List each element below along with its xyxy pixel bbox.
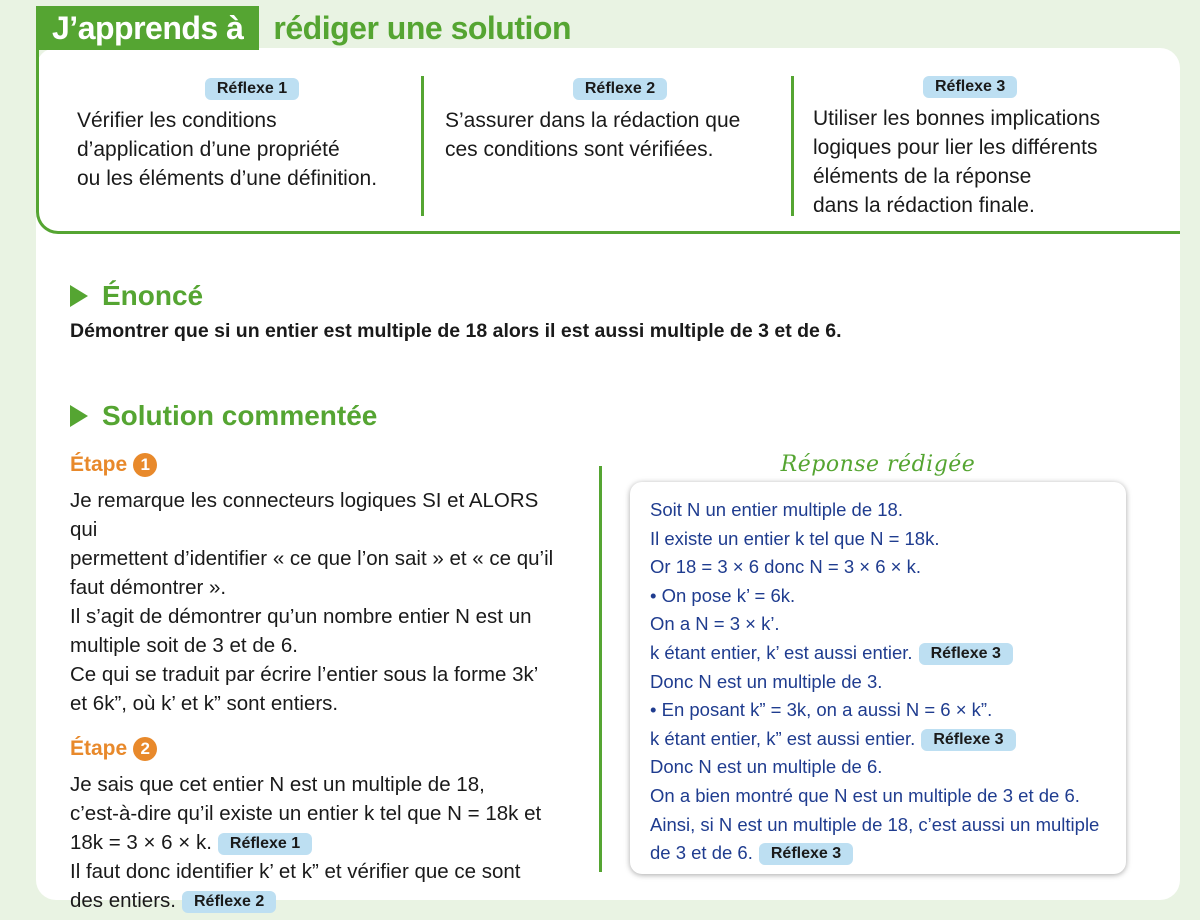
reflex-divider <box>421 76 424 216</box>
step-line: Ce qui se traduit par écrire l’entier sous la forme 3k’ <box>70 663 539 686</box>
reflexes-panel <box>36 48 1180 234</box>
answer-line-text: • On pose k’ = 6k. <box>650 584 796 606</box>
reflex-3-text <box>813 104 1133 220</box>
reflex-3-line: dans la rédaction finale. <box>813 194 1035 217</box>
answer-line-text: k étant entier, k’ est aussi entier. <box>650 641 913 663</box>
step-line-text: des entiers. <box>70 889 176 912</box>
answer-line-text: de 3 et de 6. <box>650 842 753 864</box>
answer-line <box>650 553 1126 582</box>
reflex-badge: Réflexe 3 <box>759 843 853 865</box>
header-title: rédiger une solution <box>273 9 571 46</box>
reflex-divider <box>791 76 794 216</box>
answer-line-text: k étant entier, k” est aussi entier. <box>650 727 916 749</box>
header <box>36 6 571 50</box>
answer-line <box>650 696 1126 725</box>
enonce-text: Démontrer que si un entier est multiple de 18 alors il est aussi multiple de 3 et de 6. <box>70 320 842 342</box>
enonce-heading <box>70 280 203 312</box>
step-label: Étape <box>70 453 128 476</box>
reflex-2-line: ces conditions sont vérifiées. <box>445 138 714 161</box>
answer-line-text: Or 18 = 3 × 6 donc N = 3 × 6 × k. <box>650 556 921 578</box>
step-number-badge: 2 <box>133 737 157 761</box>
answer-line-text: Donc N est un multiple de 6. <box>650 756 883 778</box>
step-number-badge: 1 <box>133 453 157 477</box>
answer-line-text: • En posant k” = 3k, on a aussi N = 6 × k”. <box>650 699 993 721</box>
answer-line-text: Ainsi, si N est un multiple de 18, c’est aussi un multiple <box>650 813 1100 835</box>
reflex-2-line: S’assurer dans la rédaction que <box>445 109 741 132</box>
step-line <box>70 828 570 857</box>
reflex-badge: Réflexe 2 <box>182 891 276 913</box>
answer-line <box>650 610 1126 639</box>
reflex-1 <box>77 78 427 193</box>
step-2-text <box>70 770 570 915</box>
step-label: Étape <box>70 737 128 760</box>
answer-line <box>650 525 1126 554</box>
reflex-badge: Réflexe 3 <box>919 643 1013 665</box>
answer-title: Réponse rédigée <box>780 452 976 477</box>
reflex-3-line: éléments de la réponse <box>813 165 1032 188</box>
reflex-1-text <box>77 106 427 193</box>
step-line: faut démontrer ». <box>70 576 227 599</box>
reflex-3-line: Utiliser les bonnes implications <box>813 107 1101 130</box>
reflex-2-text <box>445 106 795 164</box>
step-line: Je remarque les connecteurs logiques SI et ALORS qui <box>70 489 539 541</box>
reflex-1-line: Vérifier les conditions <box>77 109 277 132</box>
answer-box <box>630 482 1126 874</box>
step-line: Je sais que cet entier N est un multiple de 18, <box>70 773 485 796</box>
answer-line <box>650 753 1126 782</box>
reflex-3-badge: Réflexe 3 <box>923 76 1017 98</box>
answer-line <box>650 782 1126 811</box>
reflex-1-line: ou les éléments d’une définition. <box>77 167 378 190</box>
reflex-3-line: logiques pour lier les différents <box>813 136 1098 159</box>
answer-line <box>650 496 1126 525</box>
step-line: c’est-à-dire qu’il existe un entier k tel que N = 18k et <box>70 802 542 825</box>
step-line: Il faut donc identifier k’ et k” et vérifier que ce sont <box>70 860 521 883</box>
reflex-badge: Réflexe 1 <box>218 833 312 855</box>
answer-line-text: On a N = 3 × k’. <box>650 613 780 635</box>
step-line-text: 18k = 3 × 6 × k. <box>70 831 212 854</box>
step-line <box>70 886 570 915</box>
answer-line <box>650 668 1126 697</box>
answer-line <box>650 839 1126 868</box>
step-line: multiple soit de 3 et de 6. <box>70 634 298 657</box>
enonce-title: Énoncé <box>102 280 204 311</box>
answer-line-text: Il existe un entier k tel que N = 18k. <box>650 527 940 549</box>
reflex-2-badge: Réflexe 2 <box>573 78 667 100</box>
reflex-3 <box>813 76 1133 220</box>
solution-title: Solution commentée <box>102 400 378 431</box>
step-1-heading <box>70 450 570 480</box>
answer-line <box>650 582 1126 611</box>
triangle-bullet-icon <box>70 285 88 307</box>
triangle-bullet-icon <box>70 405 88 427</box>
reflex-badge: Réflexe 3 <box>921 729 1015 751</box>
answer-line <box>650 811 1126 840</box>
step-line: et 6k”, où k’ et k” sont entiers. <box>70 692 339 715</box>
reflex-1-badge: Réflexe 1 <box>205 78 299 100</box>
step-2-heading <box>70 734 570 764</box>
solution-heading <box>70 400 377 432</box>
answer-line <box>650 725 1126 754</box>
reflex-1-line: d’application d’une propriété <box>77 138 340 161</box>
header-tag: J’apprends à <box>36 6 259 50</box>
answer-line-text: On a bien montré que N est un multiple de 3 et de 6. <box>650 784 1080 806</box>
answer-line-text: Soit N un entier multiple de 18. <box>650 499 903 520</box>
step-line: Il s’agit de démontrer qu’un nombre entier N est un <box>70 605 532 628</box>
answer-line <box>650 639 1126 668</box>
answer-line-text: Donc N est un multiple de 3. <box>650 670 883 692</box>
step-1-text <box>70 486 570 718</box>
step-line: permettent d’identifier « ce que l’on sait » et « ce qu’il <box>70 547 554 570</box>
reflex-2 <box>445 78 795 164</box>
solution-steps <box>70 450 570 915</box>
column-divider <box>599 466 602 872</box>
